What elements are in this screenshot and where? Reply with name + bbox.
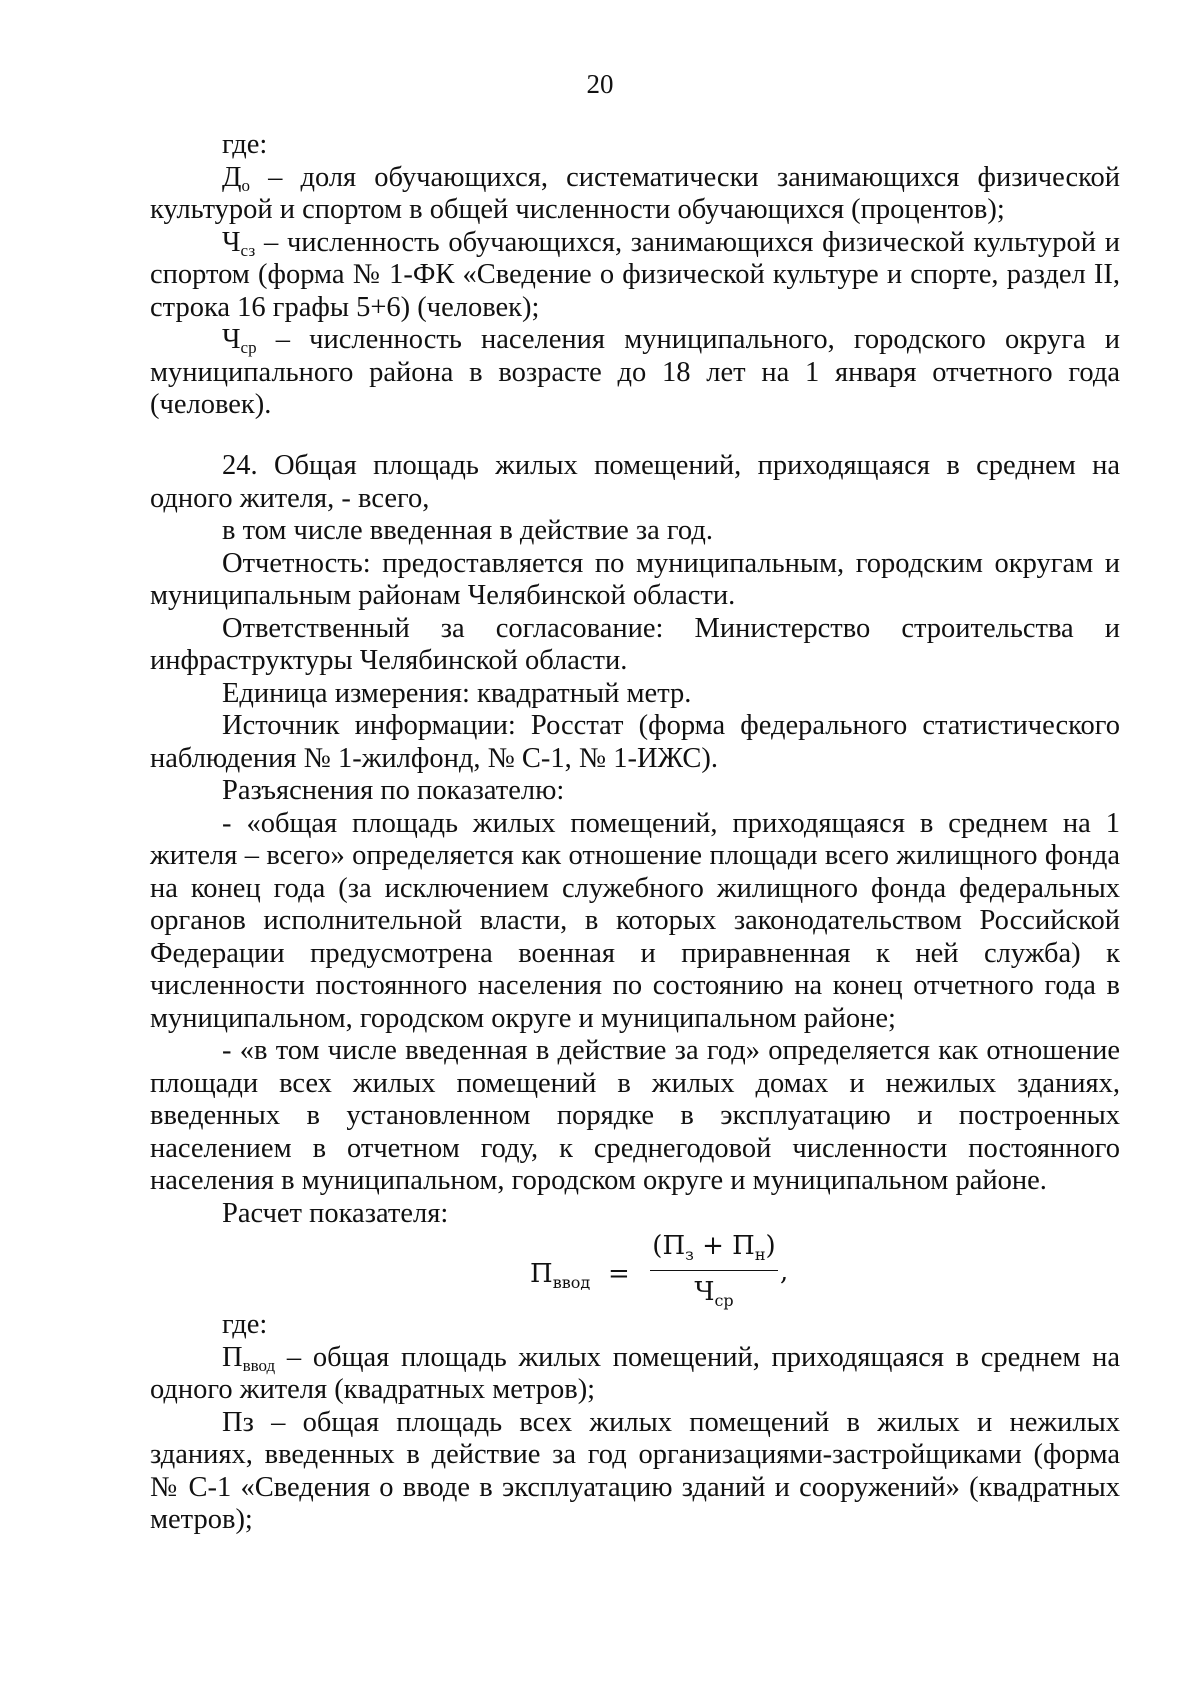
explanation-item-2: - «в том числе введенная в действие за год» определяется как отношение площади всех жилых помещений в жилых домах и нежилых зданиях, введенных в установленном порядке в эксплуатацию и построенных населением в отчетном году, к среднегодовой численности постоянного населения в муниципальном, городском округе и муниципальном районе.	[150, 1035, 1120, 1196]
where-label-2: где:	[222, 1309, 268, 1340]
where-label: где:	[222, 129, 268, 160]
reporting-paragraph: Отчетность: предоставляется по муниципальным, городским округам и муниципальным районам Челябинской области.	[150, 547, 1120, 611]
definition-chsr	[150, 324, 1120, 422]
formula-equals: =	[608, 1259, 630, 1289]
page-number: 20	[586, 69, 614, 99]
numerator-close: )	[765, 1231, 776, 1261]
symbol: Д	[222, 161, 242, 193]
calculation-heading: Расчет показателя:	[222, 1197, 449, 1229]
indicator-24-section	[150, 450, 1120, 1230]
explanations-heading: Разъяснения по показателю:	[222, 775, 565, 806]
definition-text: – общая площадь жилых помещений, приходящаяся в среднем на одного жителя (квадратных метров);	[150, 1341, 1120, 1405]
definition-text: – численность обучающихся, занимающихся физической культурой и спортом (форма № 1-ФК «Сведение о физической культуре и спорте, раздел II, строка 16 графы 5+6) (человек);	[150, 226, 1120, 323]
symbol: П	[222, 1341, 243, 1373]
denominator-symbol: Ч	[694, 1277, 715, 1307]
indicator-title: 24. Общая площадь жилых помещений, приходящаяся в среднем на одного жителя, - всего,	[150, 450, 1120, 514]
numerator-plus: + П	[693, 1231, 755, 1261]
definition-chsz	[150, 227, 1120, 325]
symbol-subscript: ср	[240, 338, 257, 357]
symbol-subscript: сз	[240, 240, 256, 260]
explanation-item-1: - «общая площадь жилых помещений, приходящаяся в среднем на 1 жителя – всего» определяется как отношение площади всего жилищного фонда на конец года (за исключением служебного жилищного фонда федеральных органов исполнительной власти, в которых законодательством Российской Федерации предусмотрена военная и приравненная к ней служба) к численности постоянного населения по состоянию на конец отчетного года в муниципальном, городском округе и муниципальном районе;	[150, 807, 1120, 1034]
calculation-formula	[530, 1230, 790, 1310]
numerator-open: (П	[652, 1231, 686, 1261]
symbol: Ч	[222, 324, 241, 355]
formula-numerator	[650, 1230, 778, 1263]
formula-denominator	[650, 1276, 778, 1309]
source-paragraph: Источник информации: Росстат (форма федерального статистического наблюдения № 1-жилфонд, № С-1, № 1-ИЖС).	[150, 710, 1120, 774]
formula-lhs-symbol: П	[530, 1259, 553, 1289]
definition-do	[150, 162, 1120, 227]
unit-paragraph: Единица измерения: квадратный метр.	[222, 677, 692, 709]
numerator-subscript-2: н	[754, 1245, 766, 1264]
formula-lhs-subscript: ввод	[552, 1273, 591, 1292]
denominator-subscript: ср	[714, 1291, 734, 1310]
numerator-subscript-1: з	[685, 1245, 694, 1264]
responsible-paragraph: Ответственный за согласование: Министерство строительства и инфраструктуры Челябинской области.	[150, 612, 1120, 676]
formula-lhs	[530, 1258, 590, 1291]
definition-pvvod	[150, 1342, 1120, 1407]
fraction-bar	[650, 1270, 778, 1271]
definition-text: – численность населения муниципального, городского округа и муниципального района в возрасте до 18 лет на 1 января отчетного года (человек).	[150, 324, 1120, 420]
symbol: Ч	[222, 226, 241, 258]
symbol-subscript: о	[241, 175, 250, 195]
indicator-subtitle: в том числе введенная в действие за год.	[222, 515, 713, 546]
definition-text: – доля обучающихся, систематически занимающихся физической культурой и спортом в общей численности обучающихся (процентов);	[150, 161, 1120, 225]
symbol-subscript: ввод	[242, 1355, 276, 1375]
formula-comma: ,	[780, 1257, 789, 1287]
definitions-block-2	[150, 1309, 1120, 1537]
definitions-block-1	[150, 129, 1120, 422]
definition-pz: Пз – общая площадь всех жилых помещений в жилых и нежилых зданиях, введенных в действие за год организациями-застройщиками (форма № С-1 «Сведения о вводе в эксплуатацию зданий и сооружений» (квадратных метров);	[150, 1406, 1120, 1535]
